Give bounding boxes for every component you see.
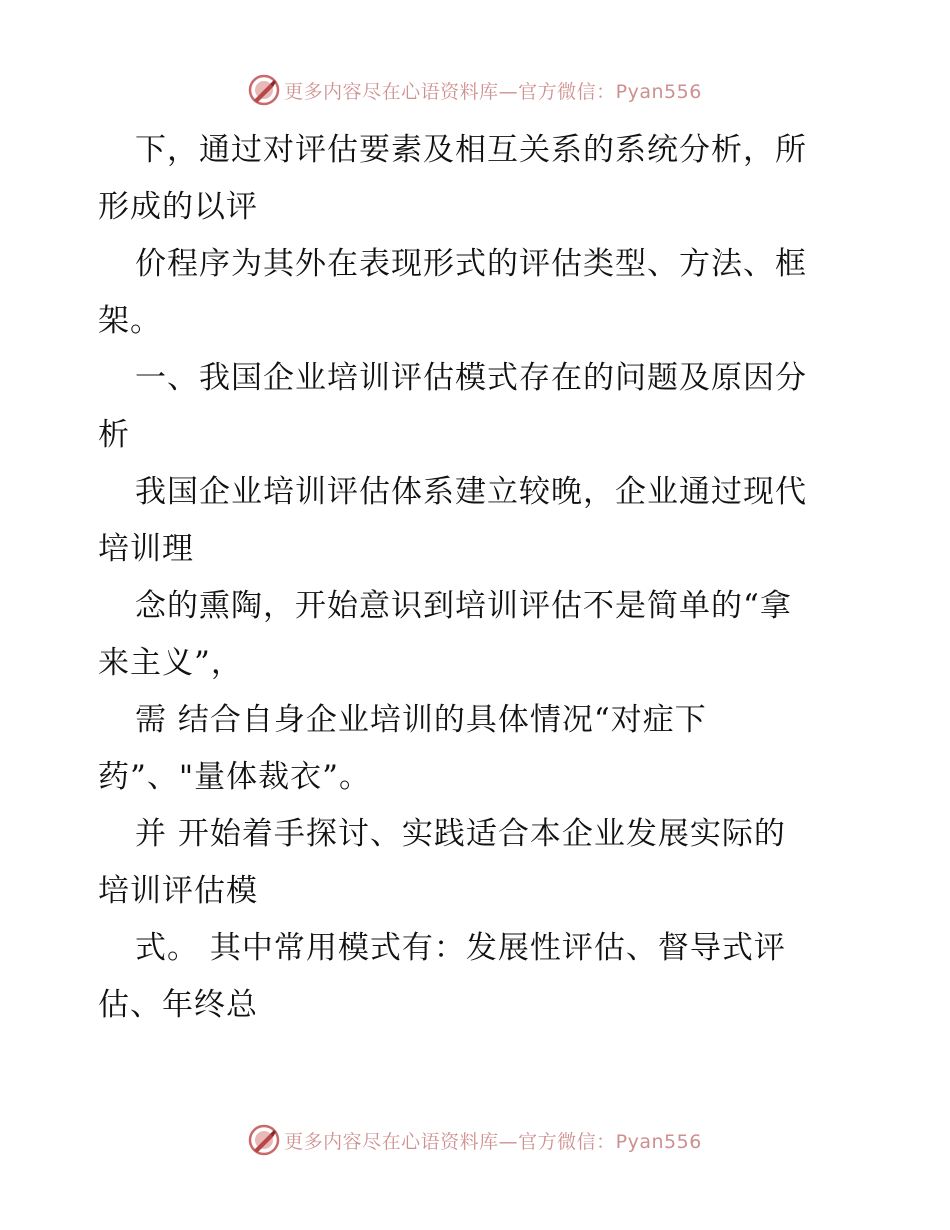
- paragraph-line: 药”、"量体裁衣”。: [98, 759, 371, 795]
- paragraph-line: 念的熏陶，开始意识到培训评估不是简单的“拿: [135, 588, 792, 624]
- footer-watermark-text: 更多内容尽在心语资料库—官方微信：Pyan556: [284, 1130, 702, 1153]
- header-watermark-text: 更多内容尽在心语资料库—官方微信：Pyan556: [284, 80, 702, 103]
- header-watermark-banner: [0, 70, 950, 110]
- paragraph-line: 培训评估模: [98, 873, 258, 909]
- document-body: [98, 122, 858, 1034]
- paragraph: [98, 236, 858, 350]
- heading-line: 一、我国企业培训评估模式存在的问题及原因分: [135, 360, 807, 396]
- heading-line: 析: [98, 417, 130, 453]
- paragraph-line: 需 结合自身企业培训的具体情况“对症下: [135, 702, 707, 738]
- paragraph-line: 我国企业培训评估体系建立较晚，企业通过现代: [135, 474, 807, 510]
- paragraph-line: 形成的以评: [98, 189, 258, 225]
- pen-logo-icon: [248, 74, 280, 106]
- paragraph-line: 式。 其中常用模式有：发展性评估、督导式评: [135, 930, 786, 966]
- paragraph-line: 价程序为其外在表现形式的评估类型、方法、框: [135, 246, 807, 282]
- paragraph: [98, 920, 858, 1034]
- footer-watermark-banner: [0, 1120, 950, 1160]
- paragraph-line: 并 开始着手探讨、实践适合本企业发展实际的: [135, 816, 786, 852]
- section-heading: [98, 350, 858, 464]
- paragraph: [98, 692, 858, 806]
- paragraph: [98, 122, 858, 236]
- paragraph: [98, 806, 858, 920]
- paragraph-line: 下，通过对评估要素及相互关系的系统分析，所: [135, 132, 807, 168]
- paragraph-line: 培训理: [98, 531, 194, 567]
- paragraph: [98, 464, 858, 578]
- paragraph-line: 估、年终总: [98, 987, 258, 1023]
- paragraph-line: 架。: [98, 303, 162, 339]
- paragraph-line: 来主义”，: [98, 645, 243, 681]
- paragraph: [98, 578, 858, 692]
- pen-logo-icon: [248, 1124, 280, 1156]
